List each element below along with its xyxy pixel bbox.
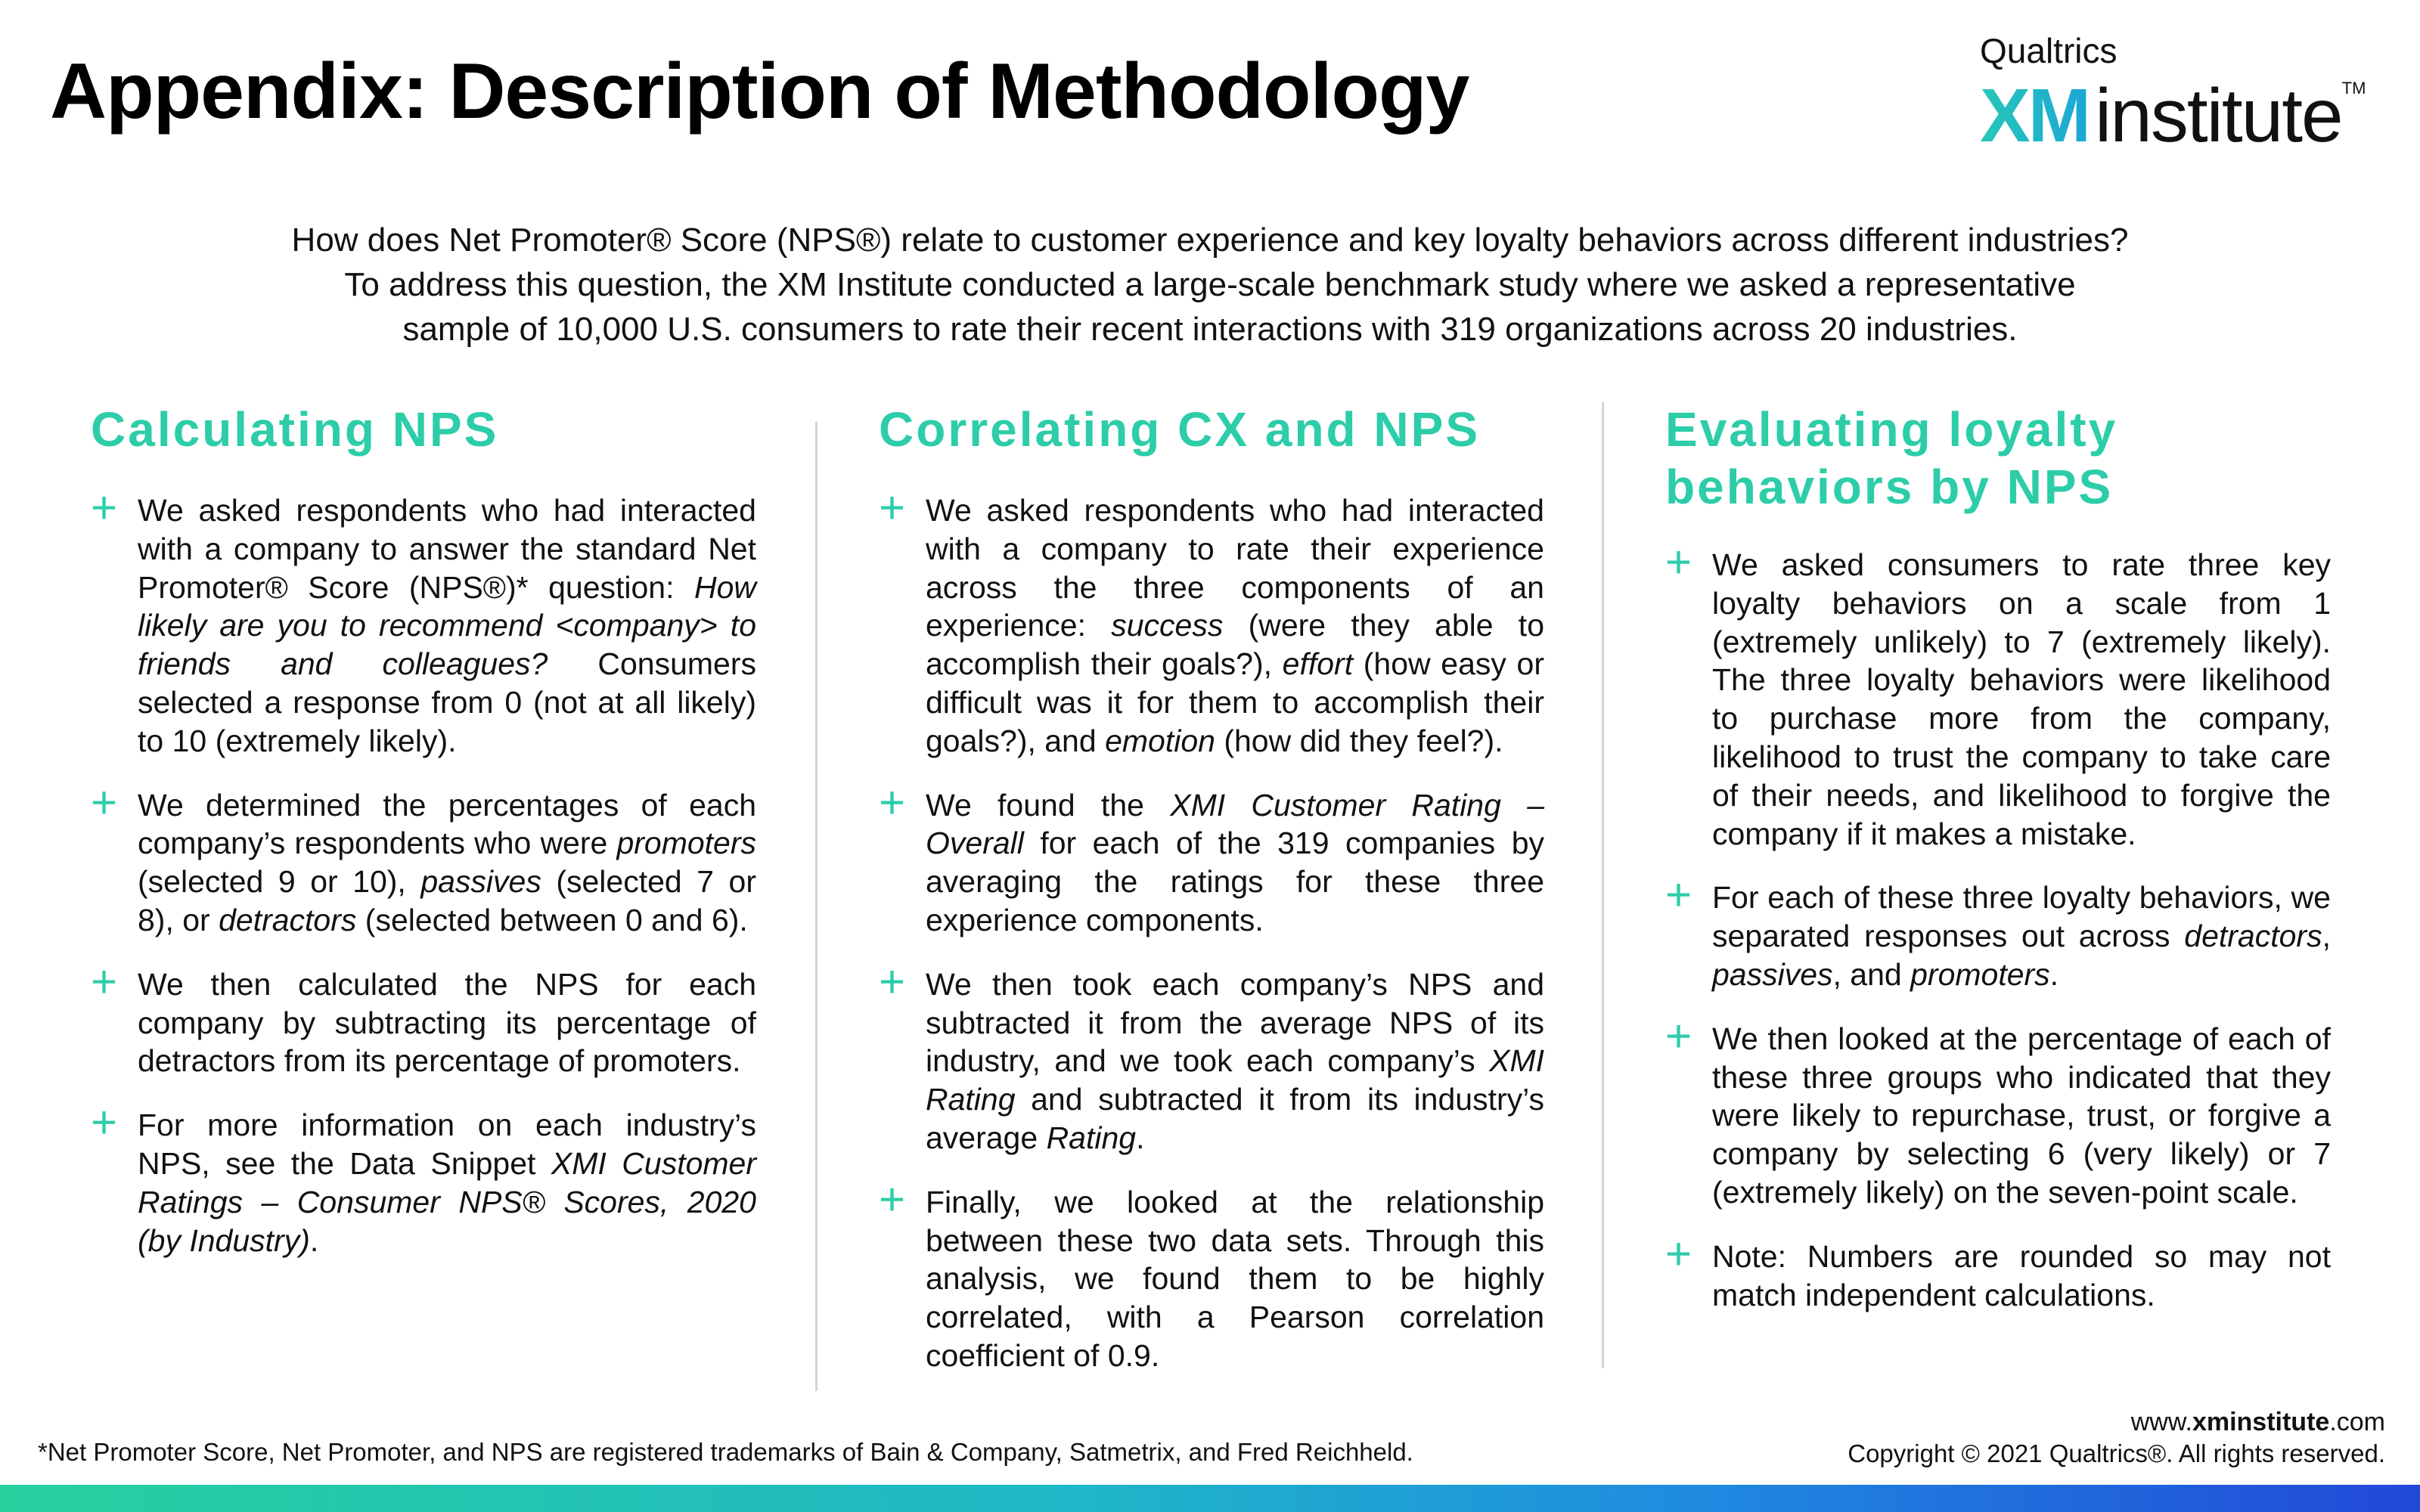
column-correlating-cx-nps [879, 401, 1544, 1401]
bullet-item [91, 1097, 756, 1259]
text-segment: We then looked at the percentage of each of these three groups who indicated that they were likely to repurchase, trust, or forgive a company by selecting 6 (very likely) or 7 (extremely likely) on the seven-point scale. [1712, 1021, 2331, 1210]
copyright-notice: Copyright © 2021 Qualtrics®. All rights reserved. [1848, 1439, 2385, 1467]
italic-term: success [1111, 608, 1224, 643]
plus-icon: + [1665, 1010, 1692, 1061]
bullet-text [926, 491, 1544, 761]
italic-term: XMI Customer Ratings – Consumer NPS® Scores, 2020 (by Industry) [138, 1145, 756, 1258]
text-segment: We asked consumers to rate three key loyalty behaviors on a scale from 1 (extremely unlikely) to 7 (extremely likely). The three loyalty behaviors were likelihood to purchase more from the company, likelihood to trust the company to take care of their needs, and likelihood to forgive the company if it makes a mistake. [1712, 547, 2331, 851]
column-heading: Correlating CX and NPS [879, 402, 1480, 457]
footer-gradient-bar [0, 1485, 2420, 1512]
bullet-item [1665, 1010, 2331, 1212]
bullet-text [926, 1183, 1544, 1375]
plus-icon: + [879, 1173, 906, 1225]
column-heading [1665, 401, 2331, 516]
italic-term: emotion [1105, 723, 1215, 758]
text-segment: . [1136, 1120, 1145, 1155]
italic-term: XMI Rating [926, 1043, 1544, 1117]
logo-qualtrics-text: Qualtrics [1980, 31, 2118, 70]
text-segment: We asked respondents who had interacted with a company to answer the standard Net Promoter® Score (NPS®)* question: [138, 493, 756, 605]
bullet-text [1712, 878, 2331, 993]
text-segment: , and [1832, 956, 1911, 992]
bullet-text [138, 965, 756, 1080]
bullet-text [926, 786, 1544, 940]
text-segment: and subtracted it from its industry’s average [926, 1082, 1544, 1155]
text-segment: We then took each company’s NPS and subtracted it from the average NPS of its industry, and we took each company’s [926, 966, 1544, 1079]
text-segment: . [309, 1222, 319, 1258]
website-link[interactable] [2131, 1408, 2385, 1437]
text-segment: (how did they feel?). [1215, 723, 1503, 758]
italic-term: promoters [1910, 956, 2050, 992]
plus-icon: + [91, 956, 118, 1007]
text-segment: Consumers selected a response from 0 (not at all likely) to 10 (extremely likely). [138, 646, 756, 758]
column-divider [815, 422, 818, 1391]
plus-icon: + [91, 482, 118, 533]
plus-icon: + [91, 776, 118, 828]
logo-tm-mark: TM [2341, 79, 2366, 98]
column-calculating-nps [91, 401, 756, 1285]
italic-term: promoters [616, 826, 756, 861]
bullet-text [1712, 1238, 2331, 1315]
plus-icon: + [879, 956, 906, 1007]
column-heading-line-2: behaviors by NPS [1665, 460, 2114, 514]
text-segment: , [2322, 919, 2331, 954]
plus-icon: + [1665, 1228, 1692, 1279]
text-segment: . [2049, 956, 2059, 992]
bullet-text [1712, 546, 2331, 853]
bullet-text [138, 1106, 756, 1259]
italic-term: passives [420, 864, 541, 900]
bullet-text [138, 491, 756, 761]
column-evaluating-loyalty [1665, 401, 2331, 1340]
logo-xm-text: XM [1980, 73, 2089, 158]
column-heading-line-1: Evaluating loyalty [1665, 402, 2118, 457]
text-segment: (how easy or difficult was it for them to accomplish their goals?), and [926, 646, 1544, 758]
bullet-item [879, 956, 1544, 1157]
bullet-item [1665, 537, 2331, 853]
website-prefix: www. [2130, 1408, 2192, 1436]
text-segment: We then calculated the NPS for each company by subtracting its percentage of detractors from its percentage of promoters. [138, 966, 756, 1079]
plus-icon: + [879, 482, 906, 533]
text-segment: for each of the 319 companies by averaging the ratings for these three experience components. [926, 826, 1544, 937]
intro-line-1: How does Net Promoter® Score (NPS®) relate to customer experience and key loyalty behaviors across different industries? [291, 222, 2129, 259]
bullet-item [91, 482, 756, 761]
website-suffix: .com [2329, 1408, 2385, 1436]
bullet-list [91, 482, 756, 1259]
trademark-footnote: *Net Promoter Score, Net Promoter, and NPS are registered trademarks of Bain & Company, Satmetrix, and Fred Reichheld. [38, 1438, 1413, 1466]
logo-institute-text: institute [2095, 73, 2342, 158]
plus-icon: + [91, 1097, 118, 1148]
bullet-item [91, 956, 756, 1080]
text-segment: (selected 7 or 8), or [138, 864, 756, 937]
italic-term: passives [1712, 956, 1833, 992]
intro-paragraph [91, 218, 2329, 352]
bullet-item [1665, 869, 2331, 993]
text-segment: For each of these three loyalty behaviors, we separated responses out across [1712, 880, 2331, 954]
text-segment: Note: Numbers are rounded so may not match independent calculations. [1712, 1238, 2331, 1312]
bullet-text [138, 786, 756, 940]
plus-icon: + [1665, 869, 1692, 921]
intro-line-2: To address this question, the XM Institute conducted a large-scale benchmark study where we asked a representative [344, 266, 2076, 303]
text-segment: Finally, we looked at the relationship between these two data sets. Through this analysis, we found them to be highly correlated, with a Pearson correlation coefficient of 0.9. [926, 1184, 1544, 1373]
bullet-list [1665, 537, 2331, 1314]
italic-term: XMI Customer Rating – Overall [926, 787, 1544, 861]
bullet-list [879, 482, 1545, 1375]
text-segment: We determined the percentages of each company’s respondents who were [138, 787, 756, 861]
logo-wordmark [1980, 73, 2366, 160]
bullet-item [91, 776, 756, 940]
bullet-item [879, 482, 1545, 761]
text-segment: We found the [926, 787, 1171, 823]
plus-icon: + [1665, 537, 1692, 587]
column-heading: Calculating NPS [91, 402, 499, 457]
bullet-text [1712, 1020, 2331, 1212]
italic-term: detractors [219, 902, 357, 937]
italic-term: Rating [1046, 1120, 1137, 1155]
text-segment: For more information on each industry’s NPS, see the Data Snippet [138, 1108, 756, 1181]
italic-term: effort [1282, 646, 1354, 682]
text-segment: (were they able to accomplish their goals?), [926, 608, 1545, 682]
website-domain: xminstitute [2192, 1408, 2330, 1436]
bullet-item [879, 776, 1544, 940]
italic-term: How likely are you to recommend <company> to friends and colleagues? [138, 569, 756, 682]
bullet-text [926, 965, 1544, 1157]
page-title: Appendix: Description of Methodology [50, 48, 1469, 135]
text-segment: (selected 9 or 10), [138, 864, 421, 900]
text-segment: (selected between 0 and 6). [356, 902, 748, 937]
xm-institute-logo [1980, 30, 2373, 158]
intro-line-3: sample of 10,000 U.S. consumers to rate their recent interactions with 319 organizations across 20 industries. [402, 311, 2018, 348]
italic-term: detractors [2184, 919, 2322, 954]
text-segment: We asked respondents who had interacted with a company to rate their experience across the three components of an experience: [926, 493, 1544, 643]
plus-icon: + [879, 776, 906, 828]
bullet-item [879, 1173, 1544, 1375]
column-divider [1602, 402, 1604, 1368]
bullet-item [1665, 1228, 2331, 1315]
